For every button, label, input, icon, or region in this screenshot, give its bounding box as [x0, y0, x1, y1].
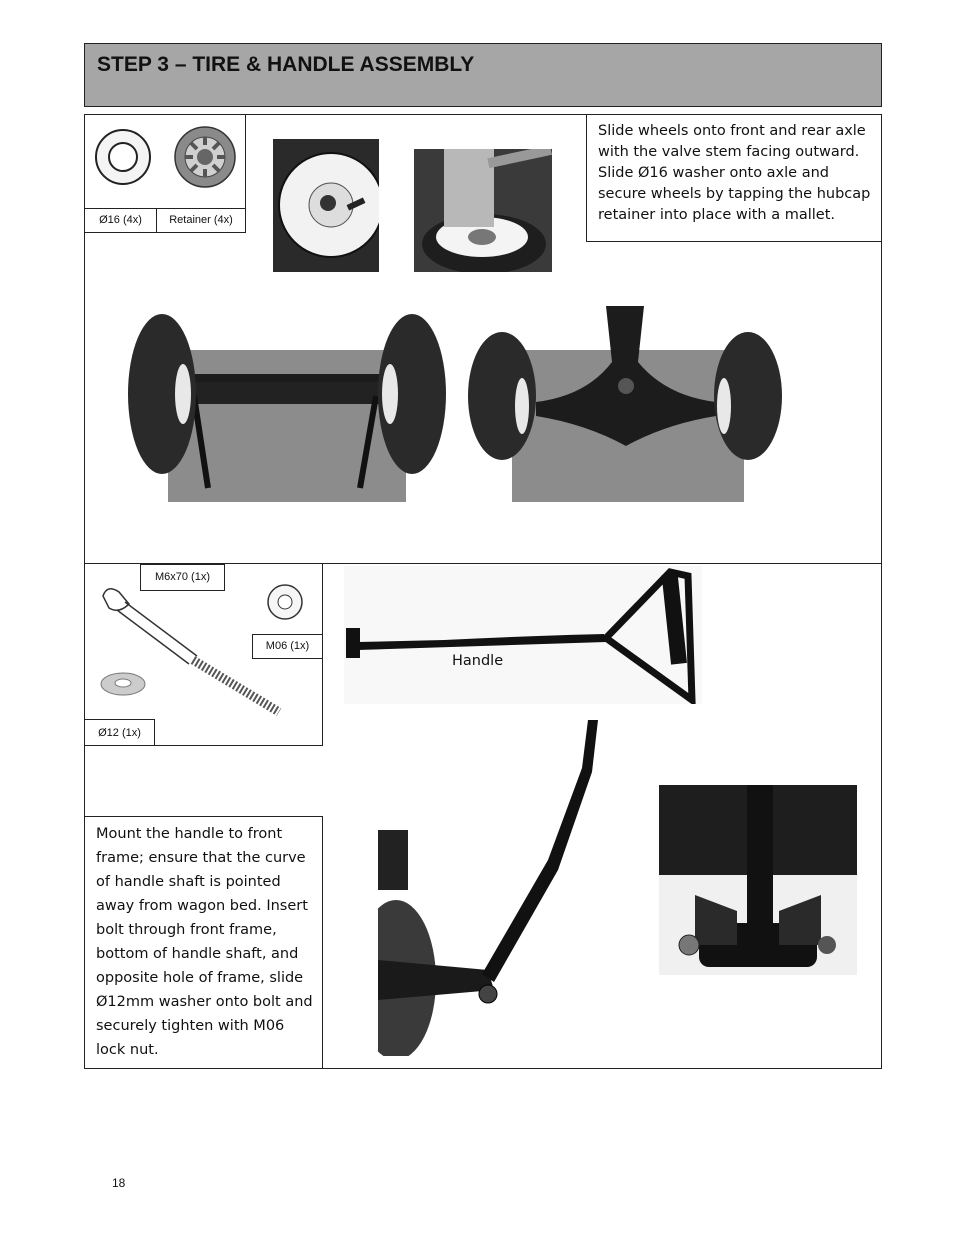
- wheel-hub-photo: [273, 139, 379, 272]
- mallet-photo: [414, 149, 552, 272]
- wheel-instructions-box: [586, 114, 882, 242]
- retainer-label: Retainer (4x): [156, 208, 246, 233]
- washer-label: Ø16 (4x): [84, 208, 157, 233]
- bolt-detail-photo: [659, 785, 857, 975]
- wheel-instructions: Slide wheels onto front and rear axle with the valve stem facing outward. Slide Ø16 washer onto axle and secure wheels by tapping the hubcap retainer into place with a mallet.: [598, 123, 871, 223]
- washer-12-label: Ø12 (1x): [84, 719, 155, 746]
- front-axle-photo: [466, 306, 784, 502]
- handle-photo: [344, 566, 702, 704]
- step-title: STEP 3 – TIRE & HANDLE ASSEMBLY: [97, 53, 475, 76]
- step-title-bar: [84, 43, 882, 107]
- rear-axle-photo: [128, 306, 448, 502]
- handle-label: Handle: [452, 653, 504, 669]
- page-number: 18: [112, 1176, 126, 1190]
- bolt-label: M6x70 (1x): [140, 564, 225, 591]
- washer-retainer-illustration: [85, 115, 245, 208]
- handle-instructions-box: [84, 816, 323, 1069]
- handle-mounted-photo: [378, 720, 600, 1056]
- nut-label: M06 (1x): [252, 634, 323, 659]
- handle-instructions: Mount the handle to front frame; ensure that the curve of handle shaft is pointed away from wagon bed. Insert bolt through front frame, bottom of handle shaft, and opposite hole of frame, slide Ø12mm washer onto bolt and securely tighten with M06 lock nut.: [96, 826, 313, 1058]
- wheel-parts-box: [84, 114, 246, 209]
